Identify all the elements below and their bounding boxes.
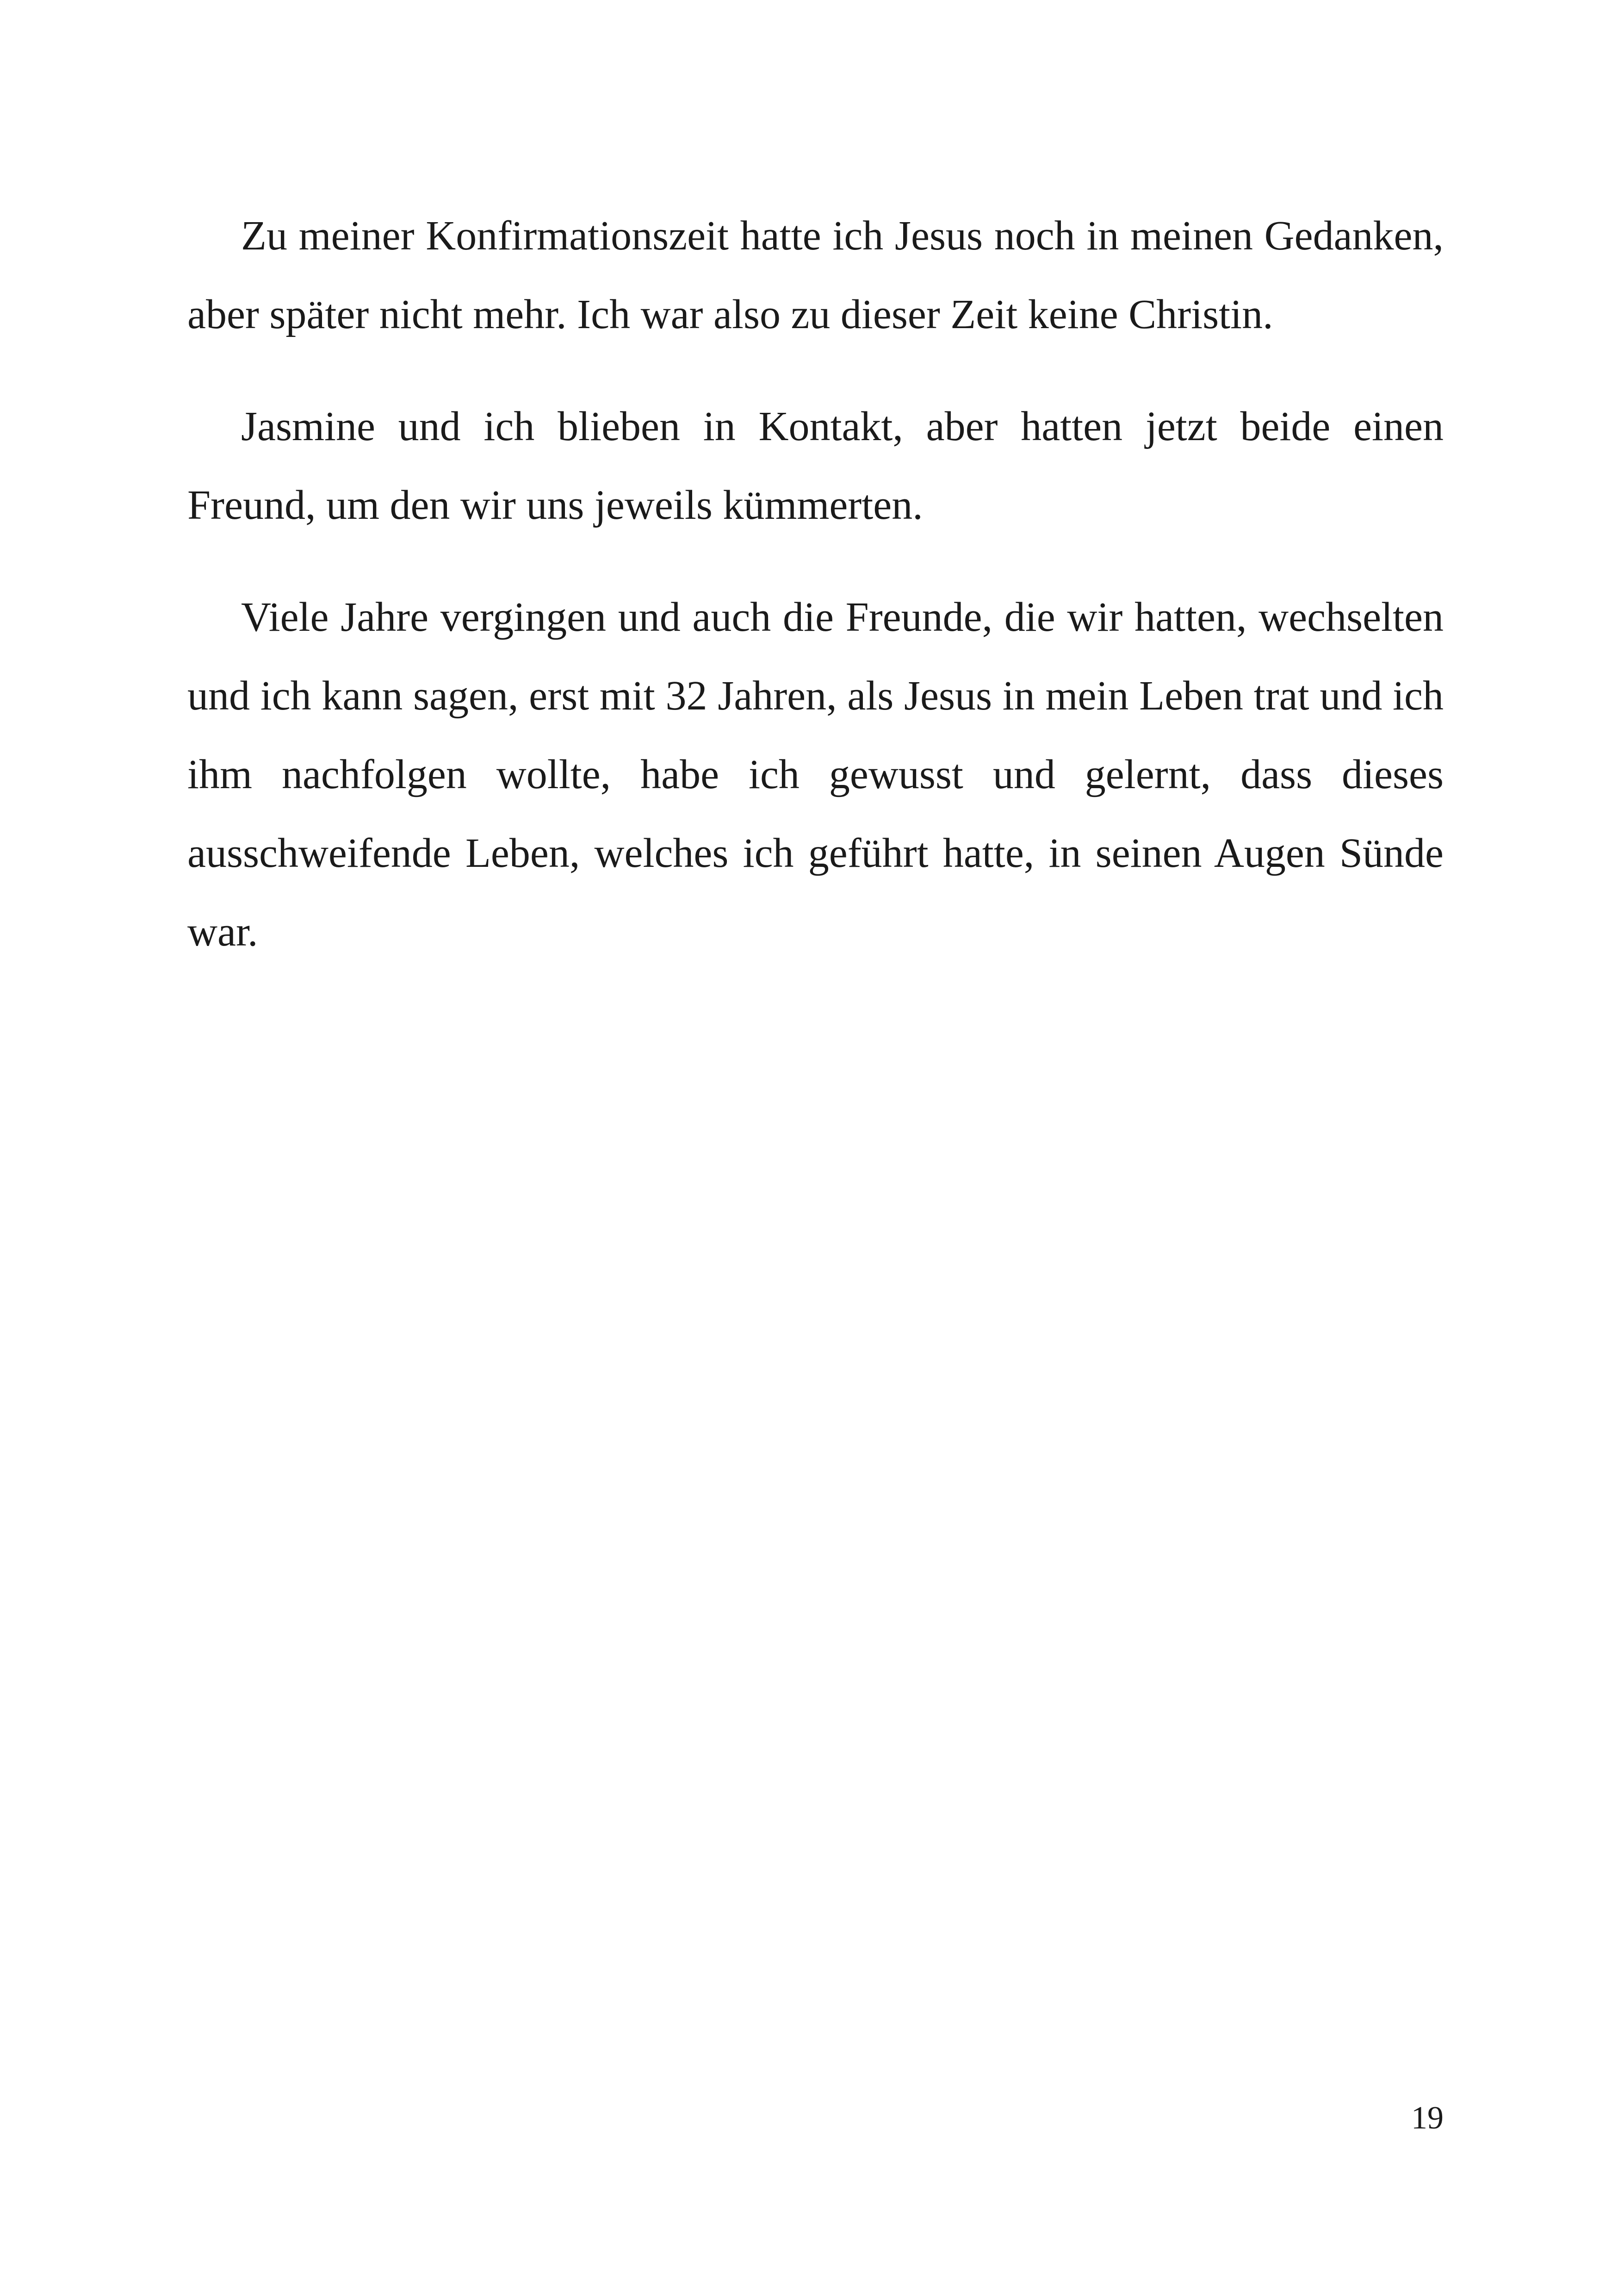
page-number: 19 [1411, 2100, 1444, 2136]
paragraph-jasmine: Jasmine und ich blieben in Kontakt, aber hatten jetzt beide einen Freund, um den wir uns jeweils kümmerten. [187, 404, 1444, 528]
paragraph-confirmation: Zu meiner Konfirmationszeit hatte ich Jesus noch in meinen Gedanken, aber später nicht mehr. Ich war also zu dieser Zeit keine Christin. [187, 213, 1444, 337]
paragraph-many-years: Viele Jahre vergingen und auch die Freunde, die wir hatten, wechselten und ich kann sagen, erst mit 32 Jahren, als Jesus in mein Leben trat und ich ihm nachfolgen wollte, habe ich gewusst und gelernt, dass dieses ausschweifende Leben, welches ich geführt hatte, in seinen Augen Sünde war. [187, 594, 1444, 955]
body-text [187, 197, 1444, 971]
